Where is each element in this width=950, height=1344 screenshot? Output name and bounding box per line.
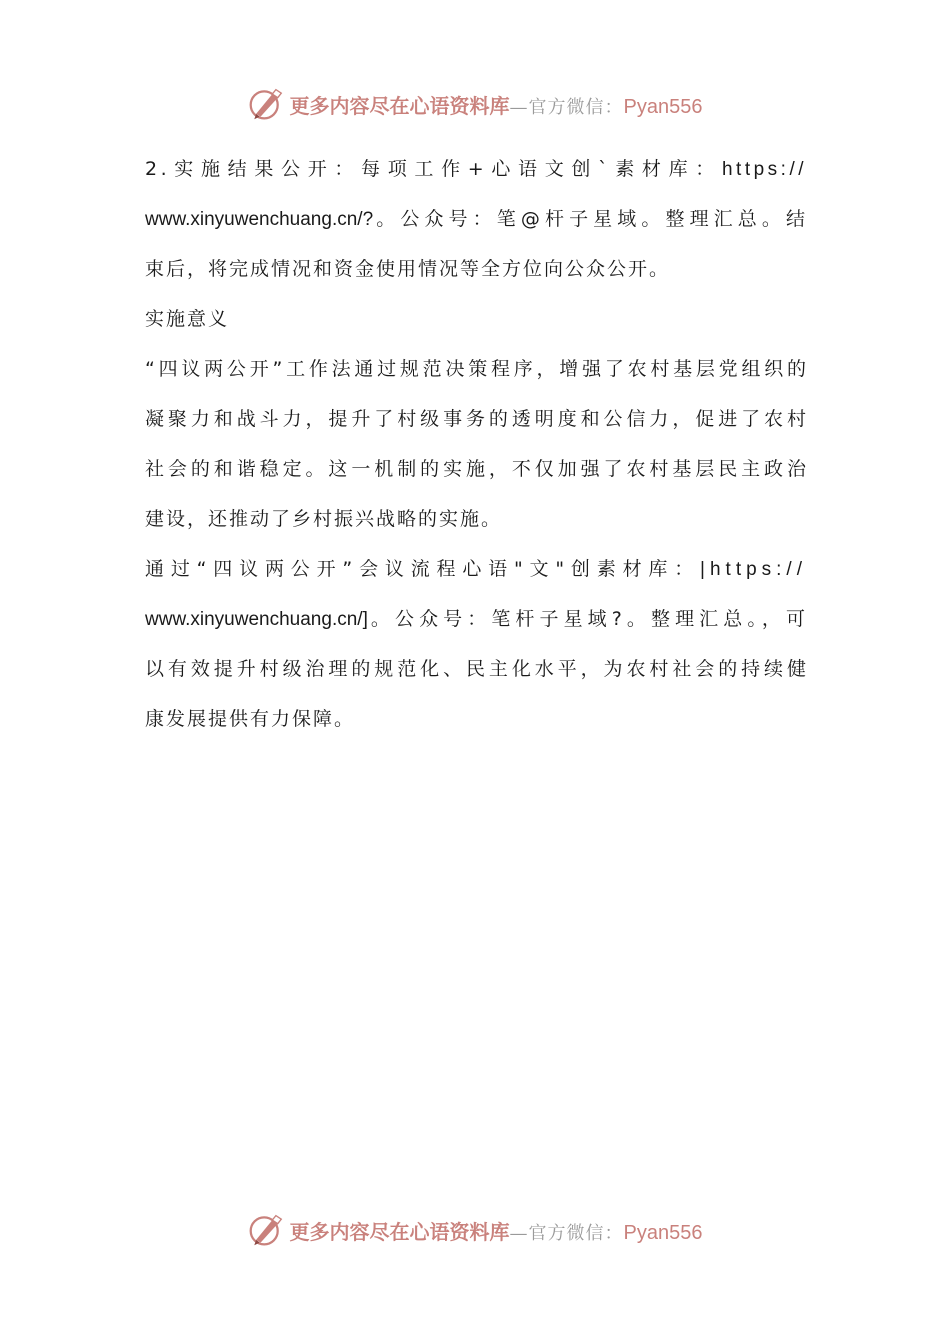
p1-url-end: www.xinyuwenchuang.cn/? [145,209,374,230]
p3-url-start: |https:// [700,559,807,580]
footer-wechat-label: 官方微信： [528,1222,624,1244]
paragraph-2-line-4: 建设，还推动了乡村振兴战略的实施。 [145,508,503,530]
paragraph-2-line-3: 社会的和谐稳定。这一机制的实施，不仅加强了农村基层民主政治 [145,458,807,480]
paragraph-3-line-4: 康发展提供有力保障。 [145,708,356,730]
footer-banner-text [290,1216,703,1245]
header-title: 更多内容尽在心语资料库 [289,93,510,118]
header-banner [0,84,950,124]
header-banner-text [290,90,703,119]
paragraph-3-line-3: 以有效提升村级治理的规范化、民主化水平，为农村社会的持续健 [145,658,807,680]
footer-banner [0,1210,950,1250]
p3-line1-text: 通过“四议两公开”会议流程心语"文"创素材库： [145,558,701,580]
paragraph-3-line-1 [145,547,807,597]
p3-url-end: www.xinyuwenchuang.cn/] [145,609,368,630]
header-wechat-label: 官方微信： [528,96,624,118]
paragraph-1-line-3: 束后，将完成情况和资金使用情况等全方位向公众公开。 [145,258,671,280]
paragraph-2-line-1: “四议两公开”工作法通过规范决策程序，增强了农村基层党组织的 [145,358,807,380]
p3-line2-text: 。公众号：笔杆子星域?。整理汇总。，可 [367,608,807,630]
footer-wechat-id: Pyan556 [623,1221,703,1244]
footer-title: 更多内容尽在心语资料库 [289,1219,510,1244]
p1-line2-text: 。公众号：笔@杆子星域。整理汇总。结 [373,208,807,230]
paragraph-2-line-2: 凝聚力和战斗力，提升了村级事务的透明度和公信力，促进了农村 [145,408,807,430]
document-body [145,147,807,747]
footer-dash: — [509,1222,529,1244]
pen-logo-icon [248,1212,284,1248]
p1-line1-text: 2.实施结果公开：每项工作+心语文创`素材库： [145,158,722,180]
pen-logo-icon [248,86,284,122]
header-dash: — [509,96,529,118]
paragraph-3-line-2 [145,597,807,647]
p1-url-start: https:// [721,159,807,180]
paragraph-1-line-2 [145,197,807,247]
paragraph-1-line-1 [145,147,807,197]
section-heading: 实施意义 [145,308,230,330]
header-wechat-id: Pyan556 [623,95,703,118]
